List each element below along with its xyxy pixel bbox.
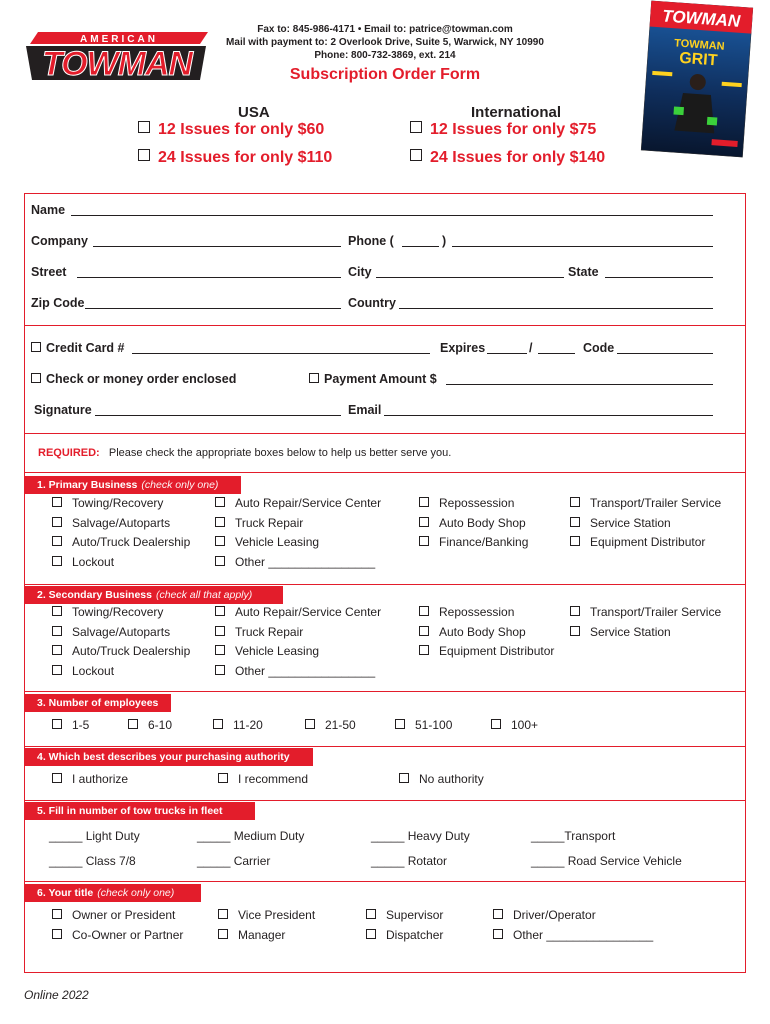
primary-business-option[interactable]	[419, 535, 528, 549]
secondary-business-option-label: Service Station	[590, 624, 671, 639]
checkbox-icon[interactable]	[138, 121, 150, 133]
job-title-option-label: Vice President	[238, 908, 316, 922]
job-title-option-label: Driver/Operator	[513, 908, 596, 922]
primary-business-option-label: Finance/Banking	[439, 535, 529, 549]
checkbox-icon[interactable]	[366, 929, 376, 939]
checkbox-icon[interactable]	[309, 373, 319, 383]
fleet-count-field[interactable]: _____ Heavy Duty	[371, 829, 470, 843]
primary-business-option-label: Transport/Trailer Service	[590, 496, 722, 510]
state-label: State	[568, 265, 599, 279]
authority-option-label: No authority	[419, 772, 484, 786]
required-note: REQUIRED: Please check the appropriate boxes below to help us better serve you.	[38, 447, 452, 459]
contact-phone: Phone: 800-732-3869, ext. 214	[314, 50, 456, 61]
code-label: Code	[583, 341, 615, 355]
primary-business-option-label: Auto Repair/Service Center	[235, 496, 382, 510]
employees-option-label: 11-20	[233, 718, 263, 732]
magazine-cover-image	[641, 1, 753, 158]
usa-12-issues-option[interactable]: 12 Issues for only $60	[138, 121, 324, 139]
svg-text:TOWMAN: TOWMAN	[661, 6, 741, 31]
name-label: Name	[31, 203, 66, 217]
job-title-option[interactable]	[218, 908, 315, 922]
secondary-business-option[interactable]	[52, 644, 190, 658]
checkbox-icon[interactable]	[215, 536, 225, 546]
employees-option-label: 6-10	[148, 718, 173, 732]
street-label: Street	[31, 265, 67, 279]
credit-card-option[interactable]: Credit Card #	[31, 341, 125, 355]
intl-24-issues-option[interactable]: 24 Issues for only $140	[410, 149, 605, 167]
employees-option[interactable]	[213, 718, 263, 732]
checkbox-icon[interactable]	[215, 497, 225, 507]
employees-option-label: 51-100	[415, 718, 453, 732]
primary-business-option[interactable]	[570, 496, 721, 510]
checkbox-icon[interactable]	[52, 909, 62, 919]
street-field[interactable]	[77, 277, 341, 278]
company-field[interactable]	[93, 246, 341, 247]
job-title-option[interactable]	[366, 908, 443, 922]
checkbox-icon[interactable]	[52, 497, 62, 507]
contact-mail-address: Mail with payment to: 2 Overlook Drive, Suite 5, Warwick, NY 10990	[226, 37, 544, 48]
job-title-option[interactable]	[493, 908, 596, 922]
employees-option[interactable]	[52, 718, 89, 732]
signature-field[interactable]	[95, 415, 341, 416]
checkbox-icon[interactable]	[410, 121, 422, 133]
primary-business-option[interactable]	[215, 516, 303, 530]
secondary-business-option[interactable]	[52, 625, 170, 639]
secondary-business-option[interactable]	[52, 605, 163, 619]
checkbox-icon[interactable]	[52, 645, 62, 655]
secondary-business-option-label: Vehicle Leasing	[235, 644, 320, 658]
primary-business-option[interactable]	[52, 496, 163, 510]
primary-business-option[interactable]	[570, 535, 705, 549]
job-title-option[interactable]	[493, 928, 653, 942]
primary-business-option[interactable]	[570, 516, 671, 530]
job-title-option[interactable]	[218, 928, 285, 942]
checkbox-icon[interactable]	[215, 645, 225, 655]
checkbox-icon[interactable]	[213, 719, 223, 729]
secondary-business-option[interactable]	[419, 605, 514, 619]
secondary-business-option-label: Salvage/Autoparts	[72, 624, 171, 639]
job-title-option-label: Co-Owner or Partner	[72, 928, 184, 942]
authority-option[interactable]	[52, 772, 128, 786]
job-title-option[interactable]	[52, 908, 175, 922]
checkbox-icon[interactable]	[31, 342, 41, 352]
secondary-business-option[interactable]	[215, 664, 375, 678]
country-label: Country	[348, 296, 396, 310]
employees-option[interactable]	[305, 718, 356, 732]
secondary-business-option[interactable]	[419, 625, 526, 639]
primary-business-option[interactable]	[215, 555, 375, 569]
secondary-business-option-label: Towing/Recovery	[72, 605, 164, 619]
checkbox-icon[interactable]	[419, 517, 429, 527]
footer-edition: Online 2022	[24, 988, 89, 1002]
section-your-title-header: 6. Your title (check only one)	[25, 884, 201, 902]
zip-code-field[interactable]	[85, 308, 341, 309]
expires-month-field[interactable]	[487, 353, 527, 354]
phone-paren-close: )	[442, 234, 447, 248]
secondary-business-option[interactable]	[419, 644, 554, 658]
primary-business-option-label: Truck Repair	[235, 515, 304, 530]
intl-12-issues-option[interactable]: 12 Issues for only $75	[410, 121, 596, 139]
city-label: City	[348, 265, 372, 279]
checkbox-icon[interactable]	[52, 626, 62, 636]
job-title-option-label: Manager	[238, 928, 286, 942]
employees-option-label: 1-5	[72, 718, 90, 732]
secondary-business-option-label: Lockout	[72, 663, 115, 678]
employees-option-label: 100+	[511, 718, 539, 732]
job-title-option[interactable]	[366, 928, 443, 942]
secondary-business-option[interactable]	[570, 605, 721, 619]
country-field[interactable]	[399, 308, 713, 309]
checkbox-icon[interactable]	[570, 497, 580, 507]
checkbox-icon[interactable]	[215, 556, 225, 566]
primary-business-option[interactable]	[215, 496, 381, 510]
checkbox-icon[interactable]	[570, 606, 580, 616]
checkbox-icon[interactable]	[366, 909, 376, 919]
authority-option[interactable]	[399, 772, 484, 786]
form-title: Subscription Order Form	[289, 66, 481, 83]
employees-option[interactable]	[395, 718, 452, 732]
checkbox-icon[interactable]	[570, 517, 580, 527]
checkbox-icon[interactable]	[419, 606, 429, 616]
credit-card-field[interactable]	[132, 353, 430, 354]
section-secondary-business-header: 2. Secondary Business (check all that apply)	[25, 586, 283, 604]
fleet-count-field[interactable]: _____Transport	[531, 829, 616, 843]
primary-business-option[interactable]	[419, 516, 526, 530]
primary-business-option-label: Auto/Truck Dealership	[72, 535, 191, 549]
expires-slash: /	[529, 341, 533, 355]
section-primary-business-header: 1. Primary Business (check only one)	[25, 476, 241, 494]
checkbox-icon[interactable]	[410, 149, 422, 161]
checkbox-icon[interactable]	[52, 606, 62, 616]
job-title-option-label: Supervisor	[386, 908, 444, 922]
primary-business-option-label: Vehicle Leasing	[235, 535, 320, 549]
checkbox-icon[interactable]	[399, 773, 409, 783]
primary-business-option-label: Service Station	[590, 515, 671, 530]
expires-year-field[interactable]	[538, 353, 575, 354]
secondary-business-option-label: Equipment Distributor	[439, 644, 555, 658]
checkbox-icon[interactable]	[128, 719, 138, 729]
usa-label: USA	[238, 104, 270, 121]
secondary-business-option[interactable]	[215, 644, 319, 658]
primary-business-option-label: Other ________________	[235, 554, 376, 569]
primary-business-option-label: Salvage/Autoparts	[72, 515, 171, 530]
fleet-count-field[interactable]: _____ Light Duty	[49, 829, 140, 843]
checkbox-icon[interactable]	[305, 719, 315, 729]
checkbox-icon[interactable]	[52, 929, 62, 939]
checkbox-icon[interactable]	[31, 373, 41, 383]
secondary-business-option-label: Repossession	[439, 605, 515, 619]
checkbox-icon[interactable]	[215, 665, 225, 675]
checkbox-icon[interactable]	[138, 149, 150, 161]
order-form	[24, 193, 746, 973]
secondary-business-option[interactable]	[52, 664, 114, 678]
checkbox-icon[interactable]	[218, 773, 228, 783]
signature-label: Signature	[34, 403, 92, 417]
checkbox-icon[interactable]	[395, 719, 405, 729]
svg-text:GRIT: GRIT	[678, 49, 719, 70]
secondary-business-option-label: Transport/Trailer Service	[590, 605, 722, 619]
secondary-business-option[interactable]	[215, 605, 381, 619]
section-employees-header: 3. Number of employees	[25, 694, 171, 712]
primary-business-option-label: Equipment Distributor	[590, 535, 706, 549]
phone-area-code-field[interactable]	[402, 246, 439, 247]
usa-24-issues-option[interactable]: 24 Issues for only $110	[138, 149, 332, 167]
checkbox-icon[interactable]	[419, 645, 429, 655]
secondary-business-option[interactable]	[215, 625, 303, 639]
checkbox-icon[interactable]	[218, 929, 228, 939]
contact-fax-email: Fax to: 845-986-4171 • Email to: patrice@towman.com	[257, 24, 513, 35]
primary-business-option[interactable]	[52, 535, 190, 549]
primary-business-option-label: Towing/Recovery	[72, 496, 164, 510]
job-title-option-label: Owner or President	[72, 908, 176, 922]
primary-business-option[interactable]	[52, 516, 170, 530]
payment-amount-field[interactable]	[446, 384, 713, 385]
checkbox-icon[interactable]	[493, 929, 503, 939]
state-field[interactable]	[605, 277, 713, 278]
secondary-business-option-label: Auto Body Shop	[439, 624, 526, 639]
expires-label: Expires	[440, 341, 486, 355]
svg-text:TOWMAN: TOWMAN	[673, 37, 725, 53]
primary-business-option-label: Auto Body Shop	[439, 515, 526, 530]
checkbox-icon[interactable]	[570, 536, 580, 546]
phone-field[interactable]	[452, 246, 713, 247]
authority-option-label: I authorize	[72, 772, 129, 786]
checkbox-icon[interactable]	[215, 606, 225, 616]
name-field[interactable]	[71, 215, 713, 216]
secondary-business-option-label: Other ________________	[235, 663, 376, 678]
check-money-order-option[interactable]: Check or money order enclosed	[31, 372, 236, 386]
checkbox-icon[interactable]	[215, 626, 225, 636]
primary-business-option-label: Lockout	[72, 554, 115, 569]
secondary-business-option-label: Truck Repair	[235, 624, 304, 639]
secondary-business-option-label: Auto Repair/Service Center	[235, 605, 382, 619]
checkbox-icon[interactable]	[493, 909, 503, 919]
checkbox-icon[interactable]	[419, 497, 429, 507]
primary-business-option-label: Repossession	[439, 496, 515, 510]
svg-text:TOWMAN: TOWMAN	[41, 45, 193, 82]
primary-business-option[interactable]	[52, 555, 114, 569]
email-label: Email	[348, 403, 382, 417]
checkbox-icon[interactable]	[52, 773, 62, 783]
employees-option[interactable]	[491, 718, 538, 732]
job-title-option-label: Dispatcher	[386, 928, 444, 942]
security-code-field[interactable]	[617, 353, 713, 354]
checkbox-icon[interactable]	[491, 719, 501, 729]
employees-option-label: 21-50	[325, 718, 356, 732]
city-field[interactable]	[376, 277, 564, 278]
employees-option[interactable]	[128, 718, 172, 732]
fleet-count-field[interactable]: _____ Rotator	[371, 854, 448, 868]
international-label: International	[471, 104, 562, 121]
fleet-count-field[interactable]: _____ Medium Duty	[197, 829, 305, 843]
checkbox-icon[interactable]	[52, 665, 62, 675]
company-label: Company	[31, 234, 88, 248]
checkbox-icon[interactable]	[52, 719, 62, 729]
authority-option[interactable]	[218, 772, 308, 786]
fleet-count-field[interactable]: _____ Road Service Vehicle	[531, 854, 682, 868]
payment-amount-option[interactable]: Payment Amount $	[309, 372, 437, 386]
section-purchasing-authority-header: 4. Which best describes your purchasing authority	[25, 748, 313, 766]
email-field[interactable]	[384, 415, 713, 416]
fleet-count-field[interactable]: _____ Class 7/8	[49, 854, 136, 868]
checkbox-icon[interactable]	[218, 909, 228, 919]
checkbox-icon[interactable]	[419, 536, 429, 546]
secondary-business-option-label: Auto/Truck Dealership	[72, 644, 191, 658]
phone-label: Phone (	[348, 234, 394, 248]
authority-option-label: I recommend	[238, 772, 309, 786]
primary-business-option[interactable]	[419, 496, 514, 510]
checkbox-icon[interactable]	[52, 536, 62, 546]
section-fleet-header: 5. Fill in number of tow trucks in fleet	[25, 802, 255, 820]
secondary-business-option[interactable]	[570, 625, 671, 639]
primary-business-option[interactable]	[215, 535, 319, 549]
job-title-option-label: Other ________________	[513, 928, 654, 942]
checkbox-icon[interactable]	[570, 626, 580, 636]
checkbox-icon[interactable]	[52, 556, 62, 566]
zip-code-label: Zip Code	[31, 296, 85, 310]
svg-text:AMERICAN: AMERICAN	[80, 34, 158, 45]
job-title-option[interactable]	[52, 928, 183, 942]
checkbox-icon[interactable]	[419, 626, 429, 636]
checkbox-icon[interactable]	[52, 517, 62, 527]
checkbox-icon[interactable]	[215, 517, 225, 527]
fleet-count-field[interactable]: _____ Carrier	[197, 854, 271, 868]
